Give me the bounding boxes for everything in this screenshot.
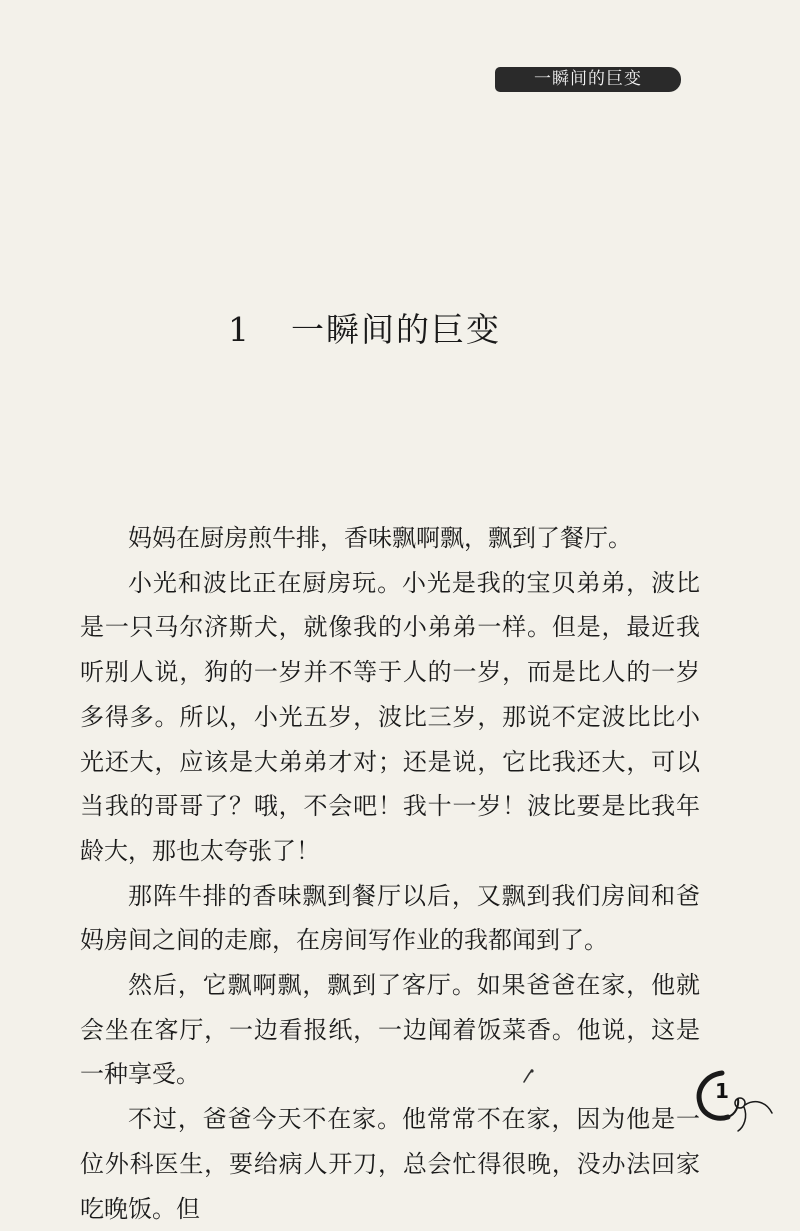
page-number: 1 [715,1079,729,1103]
paragraph: 妈妈在厨房煎牛排，香味飘啊飘，飘到了餐厅。 [128,524,632,552]
paragraph: 小光和波比正在厨房玩。小光是我的宝贝弟弟，波比是一只马尔济斯犬，就像我的小弟弟一样。但是，最近我听别人说，狗的一岁并不等于人的一岁，而是比人的一岁多得多。所以，小光五岁，波比三岁，那说不定波比比小光还大，应该是大弟弟才对；还是说，它比我还大，可以当我的哥哥了？哦，不会吧！我十一岁！波比要是比我年龄大，那也太夸张了！ [80,568,700,865]
page-ornament-icon [686,1065,776,1145]
running-header [495,67,681,92]
chapter-title: 一瞬间的巨变 [291,310,501,349]
ink-speck-mark [520,1067,538,1085]
page-number-ornament [686,1065,776,1145]
paragraph: 然后，它飘啊飘，飘到了客厅。如果爸爸在家，他就会坐在客厅，一边看报纸，一边闻着饭菜香。他说，这是一种享受。 [80,971,700,1089]
chapter-number: 1 [228,310,251,349]
chapter-heading [228,308,501,352]
body-text [80,516,700,1231]
paragraph: 那阵牛排的香味飘到餐厅以后，又飘到我们房间和爸妈房间之间的走廊，在房间写作业的我都闻到了。 [80,881,700,955]
running-header-title: 一瞬间的巨变 [534,69,642,89]
paragraph: 不过，爸爸今天不在家。他常常不在家，因为他是一位外科医生，要给病人开刀，总会忙得很晚，没办法回家吃晚饭。但 [80,1105,700,1223]
